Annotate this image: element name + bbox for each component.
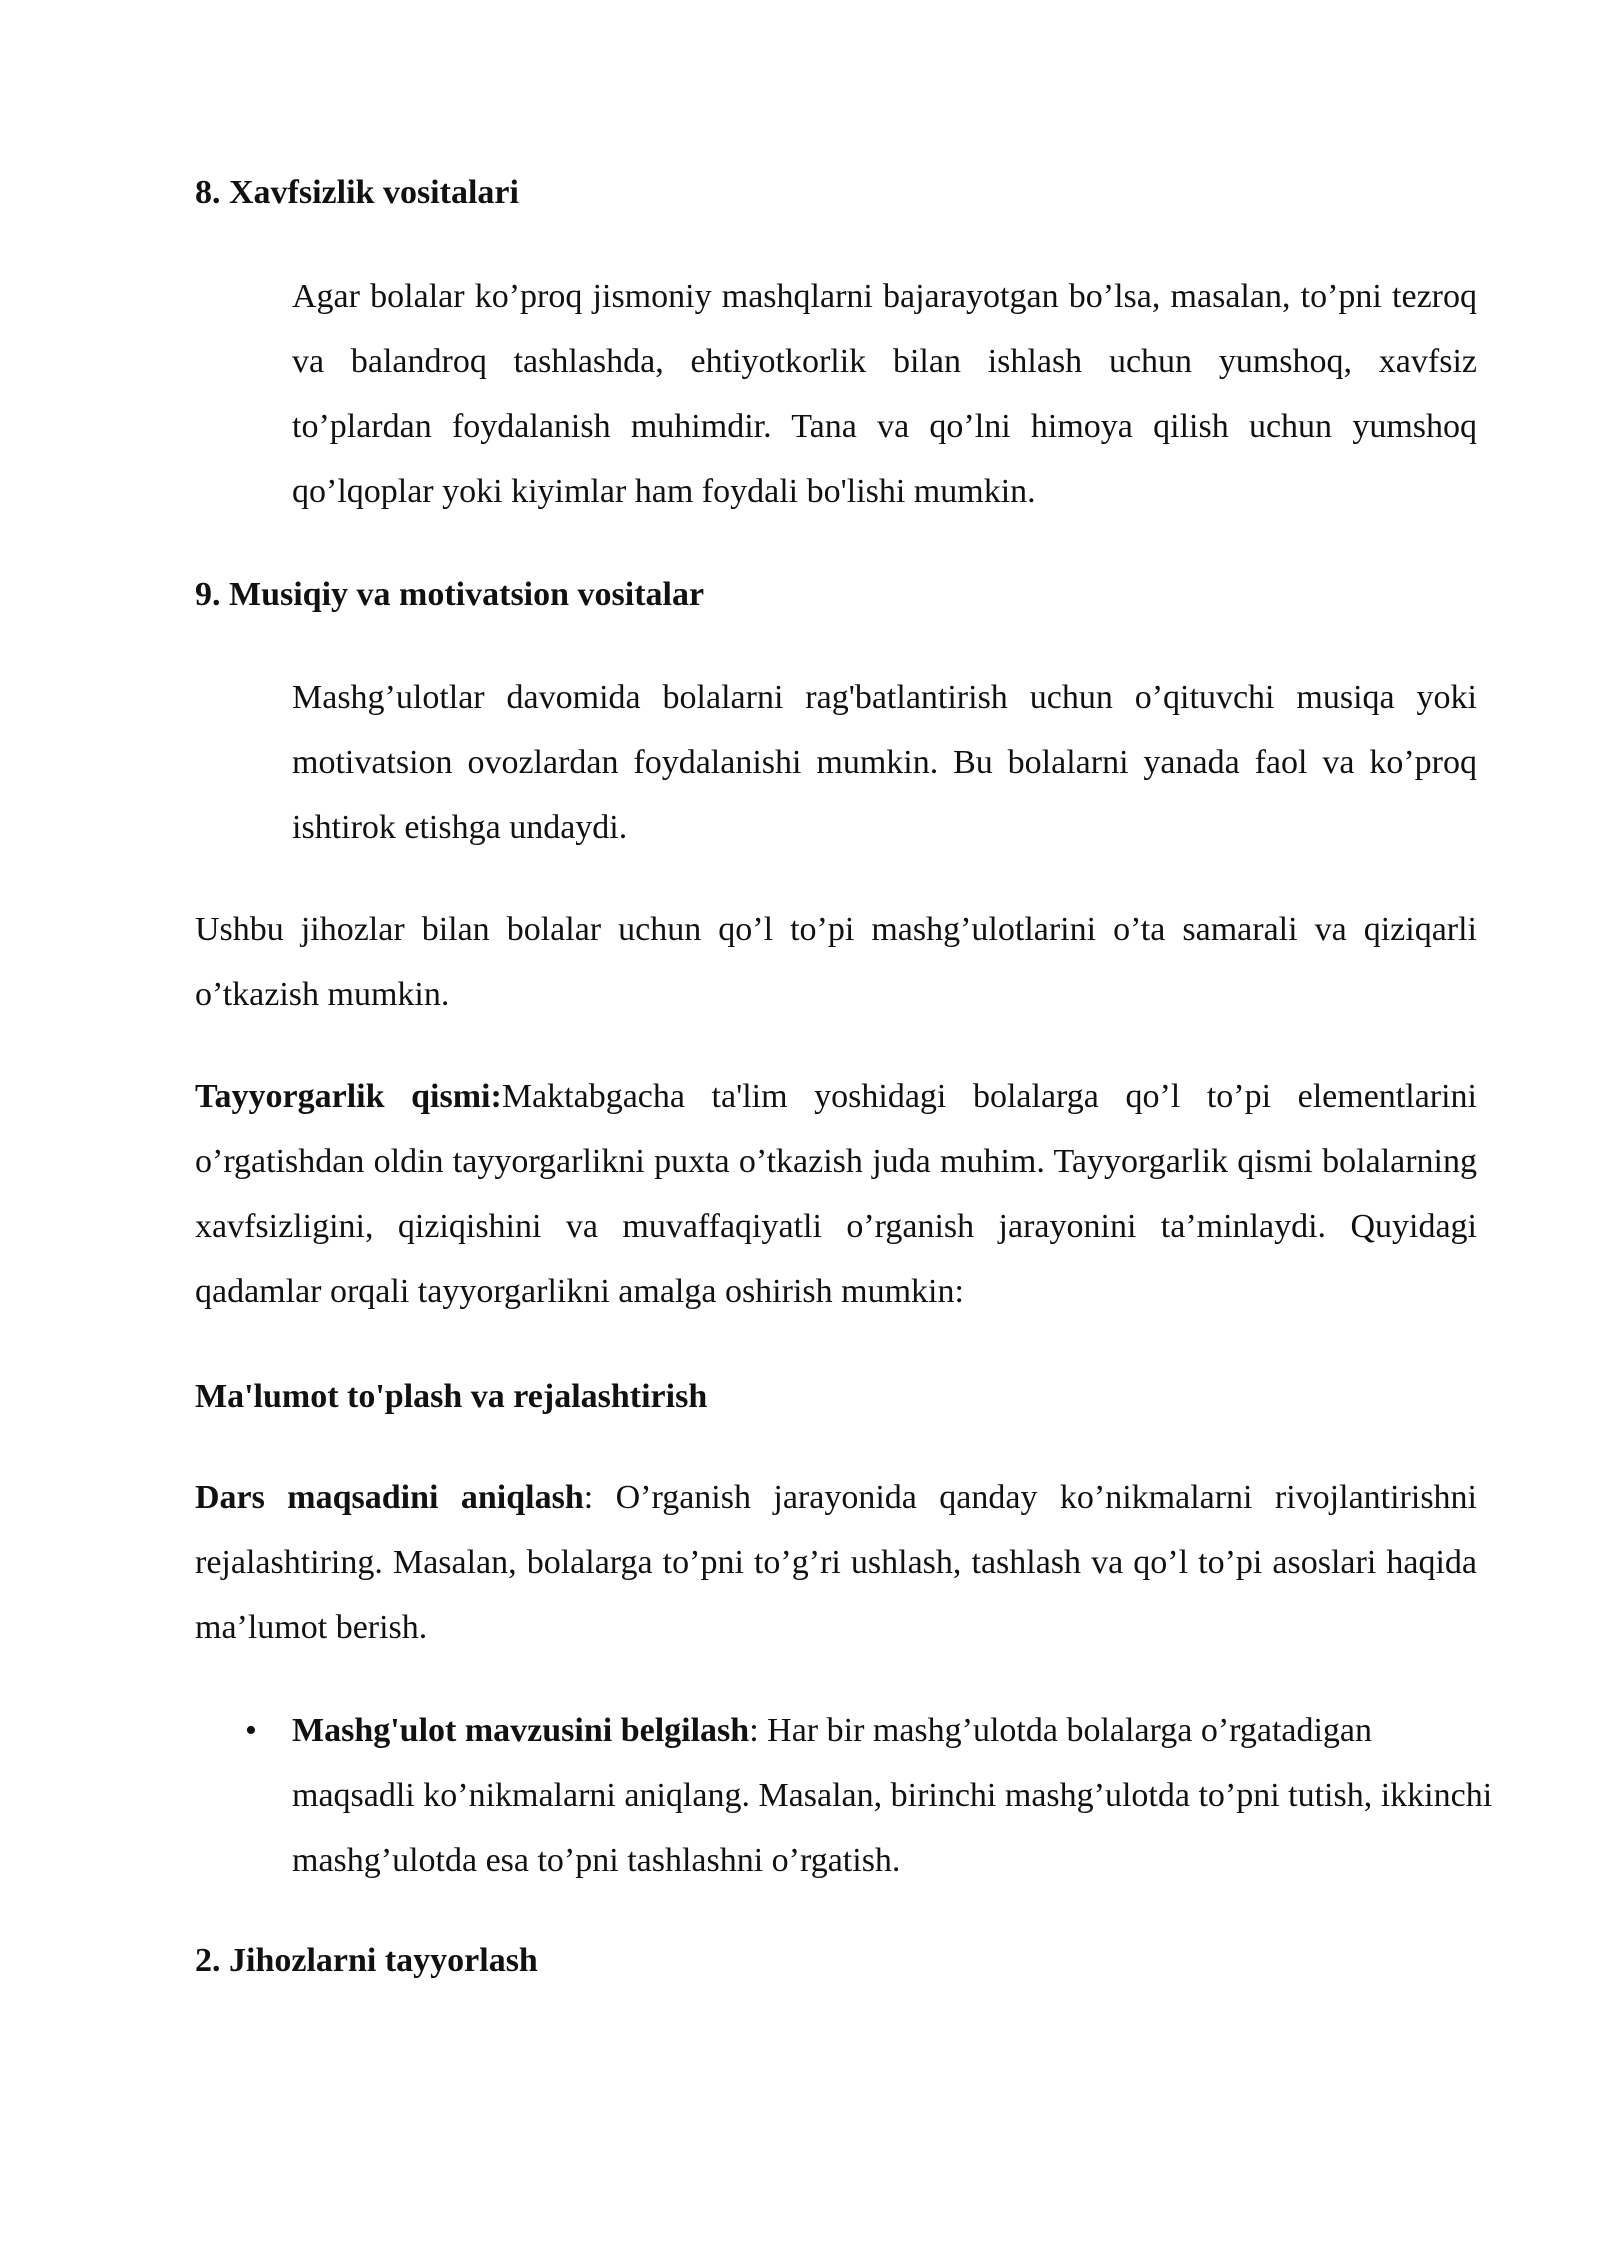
section-8-paragraph: Agar bolalar ko’proq jismoniy mashqlarni bajarayotgan bo’lsa, masalan, to’pni tezroq va balandroq tashlashda, ehtiyotkorlik bilan ishlash uchun yumshoq, xavfsiz to’plardan foydalanish muhimdir. Tana va qo’lni himoya qilish uchun yumshoq qo’lqoplar yoki kiyimlar ham foydali bo'lishi mumkin. bbox=[292, 278, 1477, 510]
bullet-label: Mashg'ulot mavzusini belgilash bbox=[292, 1712, 750, 1749]
preparation-text: Maktabgacha ta'lim yoshidagi bolalarga qo’l to’pi elementlarini o’rgatishdan oldin tayyorgarlikni puxta o’tkazish juda muhim. Tayyorgarlik qismi bolalarning xavfsizligini, qiziqishini va muvaffaqiyatli o’rganish jarayonini ta’minlaydi. Quyidagi qadamlar orqali tayyorgarlikni amalga oshirish mumkin: bbox=[195, 1078, 1477, 1310]
preparation-label: Tayyorgarlik qismi: bbox=[195, 1078, 502, 1115]
goal-label: Dars maqsadini aniqlash bbox=[195, 1479, 584, 1516]
preparation-paragraph bbox=[195, 1064, 1477, 1324]
bullet-list-item bbox=[292, 1698, 1497, 1893]
section-9-heading: 9. Musiqiy va motivatsion vositalar bbox=[195, 576, 705, 613]
goal-paragraph bbox=[195, 1465, 1477, 1660]
section-9-paragraph: Mashg’ulotlar davomida bolalarni rag'batlantirish uchun o’qituvchi musiqa yoki motivatsion ovozlardan foydalanishi mumkin. Bu bolalarni yanada faol va ko’proq ishtirok etishga undaydi. bbox=[292, 679, 1477, 846]
summary-paragraph: Ushbu jihozlar bilan bolalar uchun qo’l to’pi mashg’ulotlarini o’ta samarali va qiziqarli o’tkazish mumkin. bbox=[195, 911, 1477, 1013]
info-planning-heading: Ma'lumot to'plash va rejalashtirish bbox=[195, 1378, 708, 1415]
bullet-marker: • bbox=[245, 1712, 257, 1749]
goal-text: : O’rganish jarayonida qanday ko’nikmalarni rivojlantirishni rejalashtiring. Masalan, bolalarga to’pni to’g’ri ushlash, tashlash va qo’l to’pi asoslari haqida ma’lumot berish. bbox=[195, 1479, 1478, 1646]
section-2-heading: 2. Jihozlarni tayyorlash bbox=[195, 1942, 538, 1979]
bullet-text: : Har bir mashg’ulotda bolalarga o’rgatadigan maqsadli ko’nikmalarni aniqlang. Masalan, birinchi mashg’ulotda to’pni tutish, ikkinchi mashg’ulotda esa to’pni tashlashni o’rgatish. bbox=[292, 1712, 1493, 1879]
section-8-heading: 8. Xavfsizlik vositalari bbox=[195, 174, 519, 211]
